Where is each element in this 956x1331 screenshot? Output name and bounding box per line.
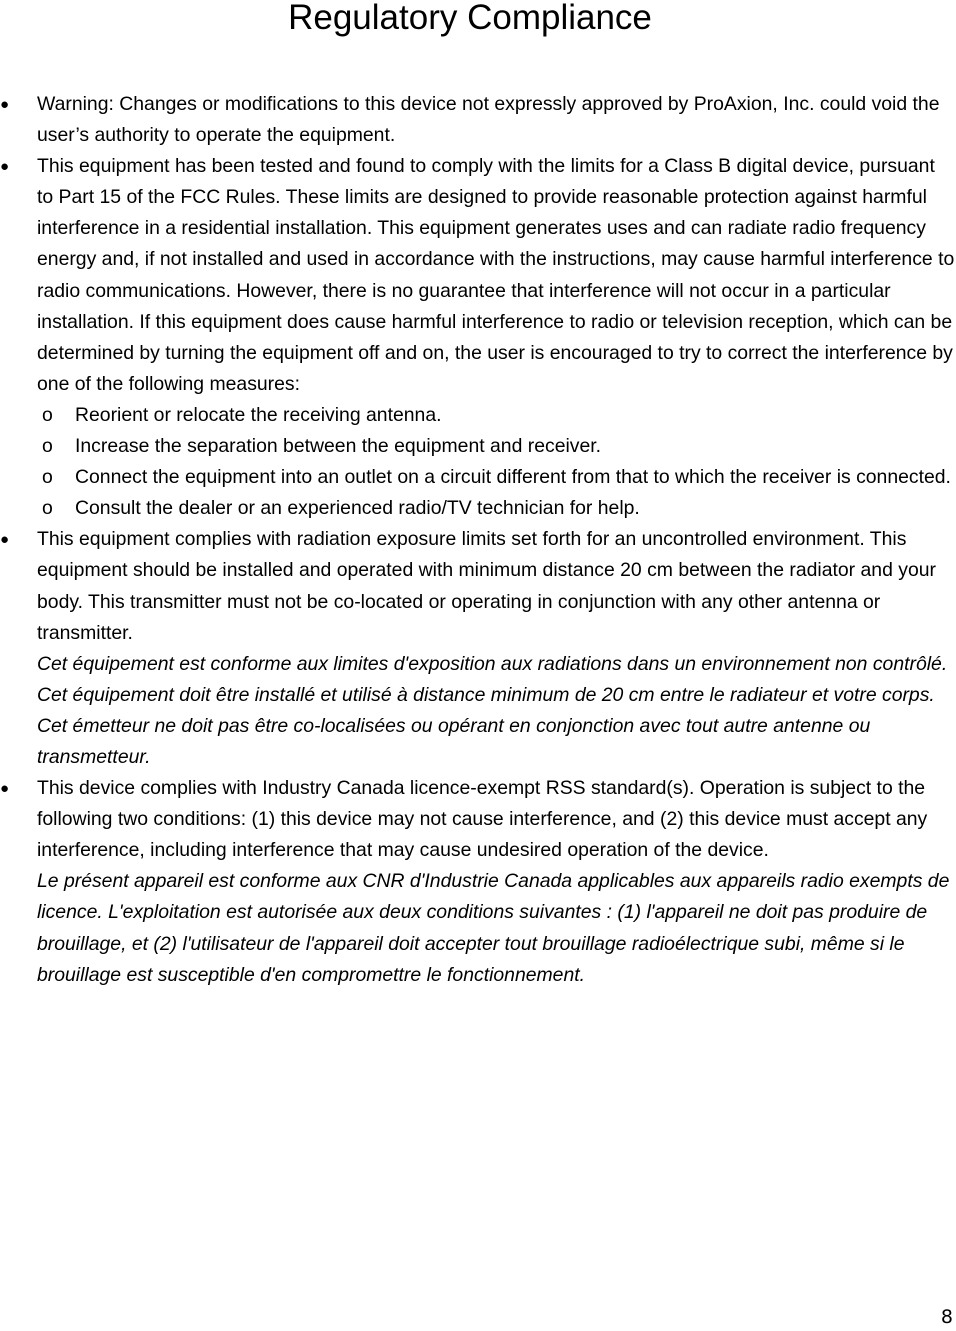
industry-canada-paragraph-en: This device complies with Industry Canada licence-exempt RSS standard(s). Operation is subject to the following two conditions: (1) this device may not cause interference, and (2) this device must accept any interference, including interference that may cause undesired operation of the device. [37,777,928,862]
industry-canada-paragraph-fr: Le présent appareil est conforme aux CNR d'Industrie Canada applicables aux appareils radio exempts de licence. L'exploitation est autorisée aux deux conditions suivantes : (1) l'appareil ne doit pas produire de brouillage, et (2) l'utilisateur de l'appareil doit accepter tout brouillage radioélectrique subi, même si le brouillage est susceptible d'en compromettre le fonctionnement. [37,870,950,986]
compliance-content [0,89,956,991]
bullet-icon: ● [0,96,10,113]
page-title: Regulatory Compliance [288,0,652,37]
sub-bullet-icon: o [42,497,53,520]
fcc-paragraph: This equipment has been tested and found to comply with the limits for a Class B digital device, pursuant to Part 15 of the FCC Rules. These limits are designed to provide reasonable protection against harmful interference in a residential installation. This equipment generates uses and can radiate radio frequency energy and, if not installed and used in accordance with the instructions, may cause harmful interference to radio communications. However, there is no guarantee that interference will not occur in a particular installation. If this equipment does cause harmful interference to radio or television reception, which can be determined by turning the equipment off and on, the user is encouraged to try to correct the interference by one of the following measures: [37,155,955,395]
radiation-paragraph-fr: Cet équipement est conforme aux limites d'exposition aux radiations dans un environnement non contrôlé. Cet équipement doit être installé et utilisé à distance minimum de 20 cm entre le radiateur et votre corps. Cet émetteur ne doit pas être co-localisées ou opérant en conjonction avec tout autre antenne ou transmetteur. [37,652,948,768]
bullet-icon: ● [0,780,10,798]
sub-list-item [22,493,956,524]
sub-bullet-icon: o [42,403,53,426]
bullet-icon: ● [0,531,10,549]
list-item-industry-canada [0,773,956,991]
warning-paragraph: Warning: Changes or modifications to this device not expressly approved by ProAxion, Inc. could void the user’s authority to operate the equipment. [37,93,940,147]
page-number: 8 [940,1306,953,1328]
bullet-icon: ● [0,158,10,176]
sub-item-text: Connect the equipment into an outlet on a circuit different from that to which the receiver is connected. [75,466,951,489]
sub-bullet-icon: o [42,466,53,489]
sub-item-text: Consult the dealer or an experienced radio/TV technician for help. [75,497,640,520]
sub-list-item [22,400,956,431]
sub-list-item [22,462,956,493]
list-item-fcc-class-b [0,151,956,524]
sub-bullet-icon: o [42,435,53,458]
sub-item-text: Reorient or relocate the receiving antenna. [75,403,442,426]
list-item-radiation-exposure [0,524,956,773]
radiation-paragraph-en: This equipment complies with radiation exposure limits set forth for an uncontrolled environment. This equipment should be installed and operated with minimum distance 20 cm between the radiator and your body. This transmitter must not be co-located or operating in conjunction with any other antenna or transmitter. [37,528,936,644]
list-item-warning [0,89,956,151]
sub-item-text: Increase the separation between the equipment and receiver. [75,435,602,458]
sub-list-item [22,431,956,462]
